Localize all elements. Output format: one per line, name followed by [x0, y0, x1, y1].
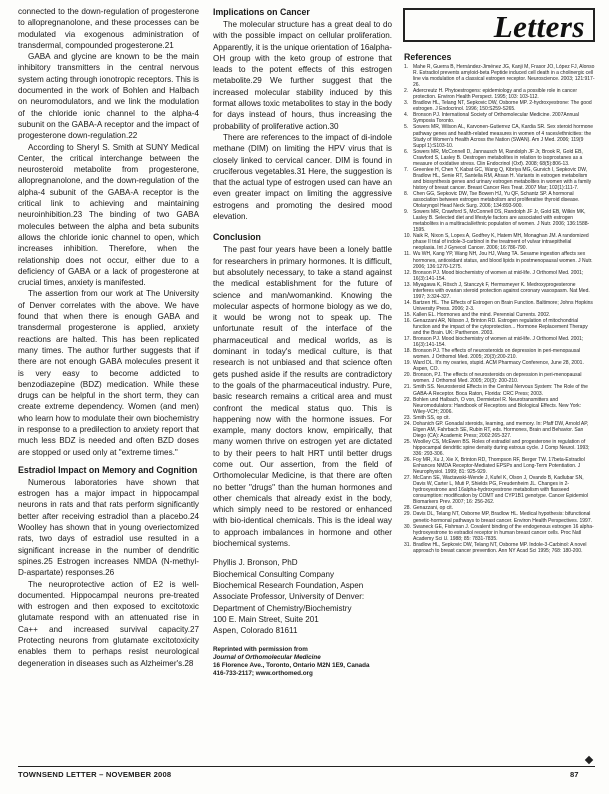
end-mark-icon [585, 756, 593, 764]
reference-text: Naik R, Nixon S, Lopes A, Godfrey K, Hatem MH, Monaghan JM. A randomized phase II trial of indole-3-carbinol in the treatment of vulvar intraepithelial neoplasia. Int J Gynecol Cancer. 2006; 16:786-790. [413, 233, 589, 252]
paragraph: The assertion from our work at The University of Denver correlates with the above. We have found that when there is enough GABA and transdermal progesterone is applied, anxiety reactions are halted. This has been replicated many times. The author further suggests that if there are not enough GABA molecules present it is very easy to become addicted to benzodiazepine (BDZ) medication. While these drugs can be helpful in the short term, they can create extreme dependency. Women (and men) who learn how to modulate their own biochemistry in response to a predilection to anxiety report that much less BDZ is needed and often BZD doses are stopped or used only at "extreme times." [18, 289, 199, 457]
reference-text: Dohanich GP. Gonadal steroids, learning, and memory. In: Pfaff DW, Arnold AP, Etgen AM, Fahrbach SE, Rubin RT, eds. Hormones, Brain and Behavior. San Diego (CA): Academic Press; 2002:265-327. [413, 420, 589, 439]
reference-number: 11. [404, 251, 411, 258]
section-header-box [403, 8, 595, 42]
reference-number: 1. [404, 64, 409, 70]
reference-item [404, 64, 595, 88]
reference-item [404, 233, 595, 251]
reference-item [404, 524, 595, 542]
paragraph: There are references to the impact of di-indole methane (DIM) on limiting the HPV virus that is closely linked to cervical cancer. DIM is found in cruciferous vegetables.31 Here, the suggestion is that the actual type of estrogen used can have an even greater impact on limiting the aggressive estrogens and promoting the desired mood elevation. [213, 132, 392, 222]
reference-number: 24. [404, 420, 411, 427]
reference-item [404, 397, 595, 415]
reference-item [404, 282, 595, 300]
footer-rule [18, 766, 595, 767]
reference-text: Foy MR, Xu J, Xie X, Brinton RD, Thompson RF, Berger TW. 17beta-Estradiol Enhances NMDA Receptor-Mediated EPSPs and Long-Term Potentiation. J Neurophysiol. 1999; 81: 925-929. [413, 457, 585, 476]
reprint-line: 416-733-2117; www.orthomed.org [213, 670, 313, 678]
reference-text: Bradlow HL, Sepkovic DW, Telang NT, Osborne MP. Indole-3-Carbinol: A novel approach to breast cancer prevention. Ann NY Acad Sci 1995; 768: 180-200. [413, 541, 587, 554]
reference-text: Bronson PJ. International Society of Orthomolecular Medicine. 2007Annual Symposia Toronto. [413, 112, 579, 125]
author-signature [213, 557, 392, 636]
reference-text: Bronson PJ. Mood biochemistry of women at mid-life. J Orthomol Med. 2001; 16(3):141-154. [413, 269, 584, 282]
reprint-notice [213, 646, 392, 678]
reference-text: Woolley CS, McEwen BS. Roles of estradiol and progesterone in regulation of hippocampal dendritic spine density during estrous cycle. J Comp Neurol. 1993; 336: 293-306. [413, 438, 590, 457]
section-heading: Estradiol Impact on Memory and Cognition [18, 464, 198, 475]
reference-text: Davis DL, Telang NT, Osborne MP, Bradlow HL. Medical hypothesis: bifunctional genetic-hormonal pathways to breast cancer. Environ Health Perspectives. 1997. [413, 511, 592, 524]
reference-number: 25. [404, 438, 411, 445]
reference-number: 3. [404, 100, 409, 107]
reference-text: Sowers MR, McConnell D, Jannausch M, Randolph JF Jr, Brook R, Gold EB, Crawford S, Lasley B. Oestrogen metabolites in relation to isoprostanes as a measure of oxidative stress. Clin Endocrinol (Oxf). 2008; 68(5):806-13. [413, 148, 583, 167]
reference-item [404, 88, 595, 100]
reprint-line: 16 Florence Ave., Toronto, Ontario M2N 1E9, Canada [213, 662, 370, 670]
reference-number: 2. [404, 88, 409, 95]
paragraph: The molecular structure has a great deal to do with the possible impact on cellular proliferation. Apparently, it is the unique orientation of 16alpha-OH group with the keto group of estrone that leads to the potent effects of this estrogen metabolite.29 We further suggest that the increased molecular stability induced by this format allows toxic metabolites to stay in the body for days instead of hours, thus increasing the probability of proliferative action.30 [213, 20, 392, 131]
reference-text: Wu WH, Kang YP, Wang NH, Jou HJ, Wang TA. Sesame ingestion affects sex hormones, antioxidant status, and blood lipids in postmenopausal women. J Nutr. 2006; 136:1270-1275. [413, 251, 593, 270]
reference-number: 30. [404, 523, 411, 530]
reference-number: 22. [404, 396, 411, 403]
reference-item [404, 421, 595, 439]
reference-text: Greenlee H, Chen Y, Kabat GC, Wang Q, Kibriya MG, Gurvich I, Sepkovic DW, Bradlow HL, Senie RT, Santella RM, Ahsan H. Variants in estrogen metabolism and biosynthesis genes and urinary estrogen metabolites in women with a family history of breast cancer. Breast Cancer Res Treat. 2007 Mar; 102(1):111-7. [413, 166, 592, 191]
reference-number: 17. [404, 336, 411, 343]
reference-number: 27. [404, 475, 411, 482]
reference-item [404, 100, 595, 112]
reference-number: 4. [404, 112, 409, 119]
section-title: Letters [493, 9, 585, 44]
reference-text: Kallen EL. Hormones and the mind. Perennial Currents. 2002. [413, 311, 551, 318]
paragraph: connected to the down-regulation of progesterone to allopregnanolone, and these processes can be modulated via exogenous administration of transdermal, compounded progesterone.21 [18, 7, 199, 50]
page-number: 87 [570, 770, 579, 779]
reference-text: Genazzani AR, Nilsson J, Brinton RD. Estrogen regulation of mitochondrial function and the impact of the cytoprotection... Hormone Replacement Therapy and the Brain. UK: Parthenon. 2003. [413, 317, 588, 337]
signature-line: Phyllis J. Bronson, PhD [213, 558, 298, 568]
column-left [18, 6, 199, 669]
reference-item [404, 167, 595, 191]
reference-text: Ward DL. It's my ovaries, stupid. ACM Pharmacy Conference, June 28, 2001. Aspen, CO. [413, 360, 584, 373]
signature-line: Department of Chemistry/Biochemistry [213, 603, 352, 613]
paragraph: GABA and glycine are known to be the main inhibitory transmitters in the central nervous system acting through ionotropic receptors. This is documented in the work of Bohlen and Halbach on neuromodulators, and we link the modulation of the chloride ionic channel to the alpha-4 subunit on the GABA-A receptor and the impact of progesterone down-regulation.22 [18, 52, 199, 141]
references-list [404, 64, 595, 554]
reprint-journal: Journal of Orthomolecular Medicine [213, 654, 321, 662]
reference-item [404, 251, 595, 269]
paragraph: The past four years have been a lonely battle for researchers in primary hormones. It is difficult, but absolutely necessary, to take a stand against the medical establishment for the future of science and man/womankind. Knowing the molecular aspects of hormone biology as we do, it would be wrong not to speak up. The unfortunate result of the interface of the pharmaceutical and medical worlds, as is dominant in today's medical culture, is that research is not unbiased and that science often gets pushed aside if the results are contradictory to the goals of the pharmaceutical industry. Pure, basic research remains a critical area and must confront the medical status quo. This is happening now with the hormone issues. For example, many doctors know, empirically, that many women thrive on estrogen yet are dictated to by their peers to halt HRT until better drugs come out. Our assertion, from the field of Orthomolecular Medicine, is that there are often no better "drugs" than the human hormones and other chemicals that already exist in the body, which simply need to be restored or enhanced with bio-identical chemicals. This is the ideal way to approach imbalances in hormone and other biochemical systems. [213, 245, 392, 549]
reference-number: 10. [404, 233, 411, 240]
reference-text: Sowers MR, Crawford S, McConnell DS, Randolph JF Jr, Gold EB, Wilkin MK, Lasley B. Selected diet and lifestyle factors are associated with estrogen metabolites in a multiracial/ethnic population of women. J Nutr. 2006; 136:1588-1595. [413, 209, 590, 234]
reference-number: 14. [404, 299, 411, 306]
signature-line: Biochemical Research Foundation, Aspen [213, 580, 364, 590]
reference-text: Bohlen und Halbach, O von, Dermietzel R. Neurotransmitters and Neuromodulators: Handbook of Receptors and Biological Effects. New York: Wiley-VCH; 2006. [413, 396, 582, 415]
reference-item [404, 348, 595, 360]
reference-number: 20. [404, 372, 411, 379]
reference-text: Bronson, PJ. The effects of neurosteroids on depression in peri-menopausal women. J Orthomol Med. 2005; 20(3): 200-210. [413, 372, 582, 385]
reference-text: Genazzani, op cit. [413, 505, 454, 512]
reference-number: 6. [404, 148, 409, 155]
reference-number: 13. [404, 281, 411, 288]
reference-text: Sowers MR, Wilson AL, Karvonen-Gutierrez CA, Kardia SR. Sex steroid hormone pathway genes and health-related measures in women of 4 races/ethnicities: the Study of Women's Health Across the Nation (SWAN). Am J Med. 2006; 119(9 Suppl 1):S103-10. [413, 124, 594, 149]
reference-text: Swaneck GE, Fishman J. Covalent binding of the endogenous estrogen 16 alpha-hydroxyestrone to estradiol receptor in human breast cancer cells. Proc Natl Academy Sci U. 1988; 85: 7831-7835. [413, 523, 594, 542]
reference-text: Smith SS. Neurosteroid Effects in the Central Nervous System: The Role of the GABA-A Receptor. Boca Raton, Florida: CRC Press; 2003. [413, 384, 588, 397]
reference-number: 19. [404, 360, 411, 367]
reference-number: 26. [404, 457, 411, 464]
reference-item [404, 511, 595, 523]
section-heading: Conclusion [213, 232, 261, 243]
reference-number: 21. [404, 384, 411, 391]
footer-publication: TOWNSEND LETTER – NOVEMBER 2008 [18, 770, 172, 779]
reference-number: 9. [404, 209, 409, 216]
reference-item [404, 191, 595, 209]
reference-number: 12. [404, 269, 411, 276]
reference-text: Bartzen HL. The Effects of Estrogen on Brain Function. Baltimore; Johns Hopkins University Press. 2006; 2-3. [413, 299, 593, 312]
signature-line: Biochemical Consulting Company [213, 569, 335, 579]
reference-item [404, 457, 595, 475]
reference-item [404, 149, 595, 167]
reference-text: Bradlow HL, Telang NT, Sepkovic DW, Osborne MP. 2-hydroxyestrone: The good estrogen. J Endocrinol. 1996; 150:S259-S265. [413, 100, 592, 113]
reference-number: 16. [404, 317, 411, 324]
reference-text: Smith SS, op cit. [413, 414, 450, 421]
reprint-line: Reprinted with permission from [213, 646, 308, 654]
paragraph: According to Sheryl S. Smith at SUNY Medical Center, the critical interchange between the neurosteroid metabolite from progesterone, allopregnanolone, and the down-regulation of the alpha-4 subunit of the GABA-A receptor is the critical link to achieving and maintaining neuroinhibition.23 The binding of two GABA molecules between the alpha and beta subunits allows the chloride ionic channel to open, which increases inhibition. Therefore, when the relationship does not occur, either due to a deficiency of GABA or a lack of progesterone at crucial times, anxiety is manifested. [18, 142, 199, 288]
reference-text: McCann SE, Wactawski-Wende J, Kufel K, Olson J, Ovando B, Kadlubar SN, Davis W, Carter L, Muti P, Shields PG, Freudenheim JL. Changes in 2-hydroxyestrone and 16alpha-hydroxyestrone metabolism with flaxseed consumption: modification by COMT and CYP1B1 genotype. Cancer Epidemiol Biomarkers Prev. 2007; 16: 256-262. [413, 475, 588, 506]
paragraph: Numerous laboratories have shown that estrogen has a major impact in hippocampal neurons in rats and that rats perform significantly better after receiving estradiol than a placebo.24 Woolley has shown that in young overiectomized rats, two days of estradiol use resulted in a significant increase in the number of dendritic spines.25 Estrogen increases NMDA (N-methyl-D-aspartate) responses.26 [18, 477, 199, 578]
reference-text: Mahe R, Guerra B, Hernández-Jiménez JG, Kanji M, Frasor JO, López FJ, Alonso R. Estradiol prevents amyloid-beta Peptide induced cell death in a cholinergic cell line via modulation of a classical estrogen receptor. Neuroscience. 2003; 121:917-26. [413, 64, 595, 89]
reference-item [404, 209, 595, 233]
reference-text: Adercreutz H. Phytoestrogens: epidemiology and a possible role in cancer protection. Environ Health Perspect. 1995; 103: 103-112. [413, 88, 577, 101]
reference-item [404, 112, 595, 124]
reference-text: Miyagawa K, Rösch J, Stanczyk F, Hermsmeyer K. Medroxyprogesterone interferes with ovarian steroid protection against coronary vasospasm. Nat Med. 1997; 3:324-327. [413, 281, 590, 300]
reference-number: 31. [404, 541, 411, 548]
reference-item [404, 372, 595, 384]
reference-item [404, 300, 595, 312]
paragraph: The neuroprotective action of E2 is well-documented. Hippocampal neurons pre-treated with estrogen and then exposed to excitotoxic glutamate respond with an attenuated rise in Ca++ and increased survival capacity.27 Protecting neurons from glutamate excitotoxicity enables them to perhaps resist neurological degeneration in diseases such as Alzheimer's.28 [18, 579, 199, 668]
reference-number: 29. [404, 511, 411, 518]
signature-line: 100 E. Main Street, Suite 201 [213, 614, 319, 624]
reference-number: 18. [404, 348, 411, 355]
reference-number: 15. [404, 311, 411, 318]
reference-item [404, 384, 595, 396]
reference-number: 28. [404, 505, 411, 512]
reference-item [404, 439, 595, 457]
section-heading: Implications on Cancer [213, 7, 310, 17]
reference-item [404, 542, 595, 554]
reference-text: Bronson PJ. Mood biochemistry of women at mid-life. J Orthomol Med. 2001; 16(3):141-154. [413, 336, 584, 349]
reference-item [404, 124, 595, 148]
reference-item [404, 318, 595, 336]
signature-line: Aspen, Colorado 81611 [213, 626, 298, 636]
column-middle [213, 6, 392, 678]
reference-number: 23. [404, 414, 411, 421]
reference-item [404, 360, 595, 372]
reference-text: Bronson PJ. The effects of neurosteroids on depression in peri-menopausal women. J Orthomol Med. 2005; 20(3):200-210. [413, 348, 581, 361]
reference-item [404, 336, 595, 348]
references-heading: References [404, 52, 452, 62]
signature-line: Associate Professor, University of Denver: [213, 592, 365, 602]
reference-text: Chen GG, Sepkovic DW, Tse Bowen HJ, Yu QF, Schantz SP. A hormonal association between estrogen metabolism and proliferative thyroid disease. Otolaryngol Head Neck Surg. 2006; 134:893-900. [413, 190, 580, 210]
reference-item [404, 475, 595, 505]
reference-number: 5. [404, 124, 409, 131]
reference-number: 8. [404, 190, 409, 197]
reference-number: 7. [404, 166, 409, 173]
reference-item [404, 270, 595, 282]
